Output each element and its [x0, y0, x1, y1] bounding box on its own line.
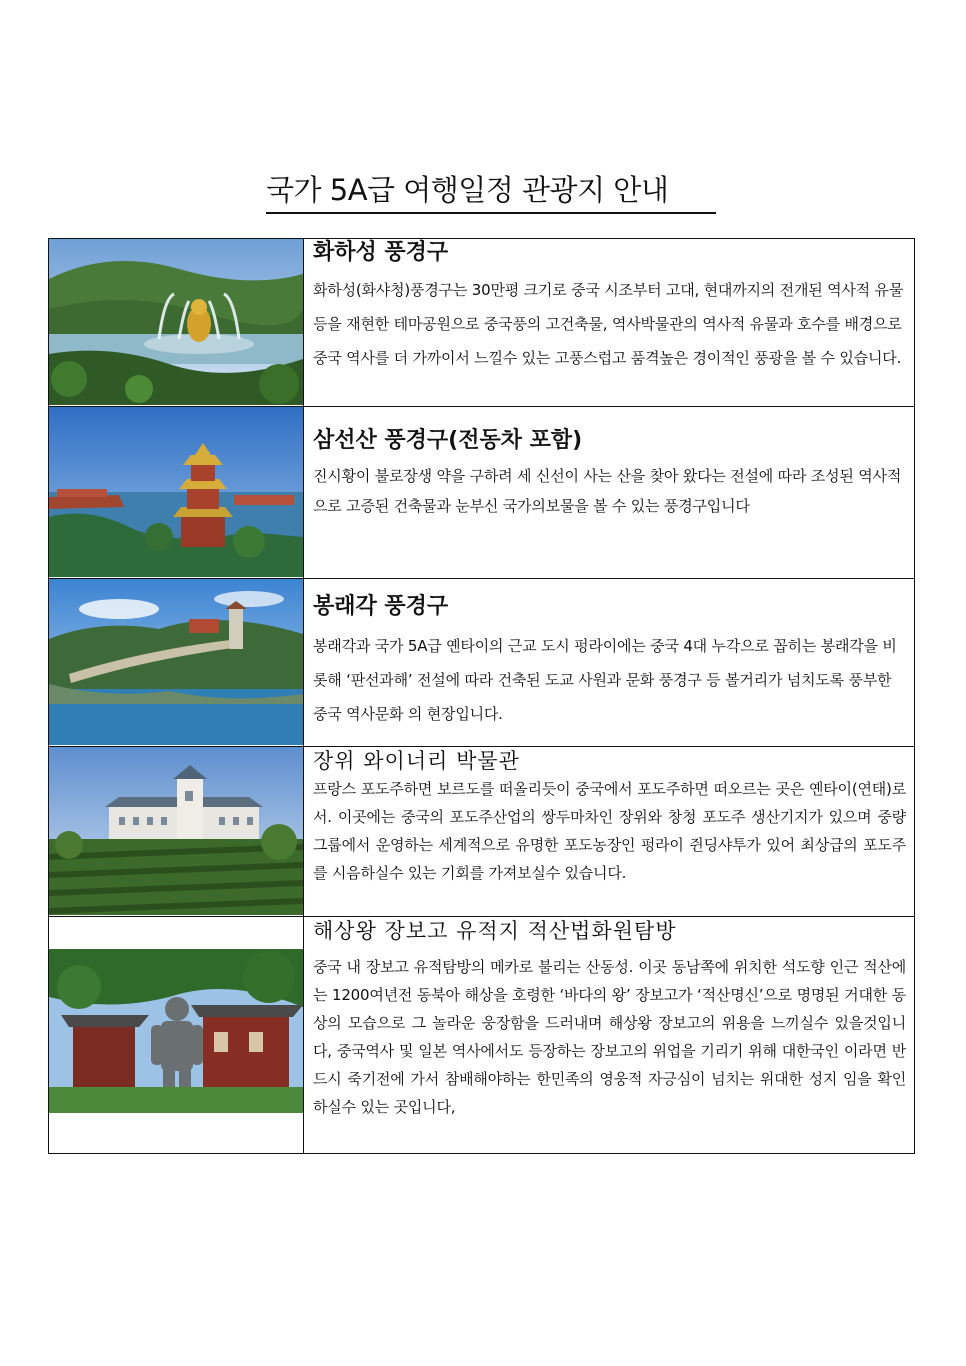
spot-name: 화하성 풍경구: [313, 240, 449, 265]
spot-name: 삼선산 풍경구(전동차 포함): [313, 428, 583, 453]
penglai-pavilion-photo: [49, 579, 303, 745]
spot-description: 프랑스 포도주하면 보르도를 떠올리듯이 중국에서 포도주하면 떠오르는 곳은 옌타이(연태)로서. 이곳에는 중국의 포도주산업의 쌍두마차인 장위와 창청 포도주 생산기지가 있으며 중량그룹에서 운영하는 세계적으로 유명한 포도농장인 펑라이 쥔딩샤투가 있어 최상급의 포도주를 시음하실수 있는 기회를 가져보실수 있습니다.: [313, 780, 906, 882]
spot-name: 해상왕 장보고 유적지 적산법화원탐방: [313, 919, 677, 943]
table-row: [49, 917, 915, 1154]
attraction-table: [48, 238, 915, 1154]
table-row: [49, 747, 915, 917]
spot-description: 진시황이 불로장생 약을 구하려 세 신선이 사는 산을 찾아 왔다는 전설에 따라 조성된 역사적으로 고증된 건축물과 눈부신 국가의보물을 볼 수 있는 풍경구입니다: [313, 467, 902, 515]
spot-description: 화하성(화샤청)풍경구는 30만평 크기로 중국 시조부터 고대, 현대까지의 전개된 역사적 유물 등을 재현한 테마공원으로 중국풍의 고건축물, 역사박물관의 역사적 유물과 호수를 배경으로 중국 역사를 더 가까이서 느낄수 있는 고풍스럽고 품격높은 경이적인 풍광을 볼 수 있습니다.: [313, 281, 904, 367]
sanxian-mountain-photo: [49, 407, 303, 577]
spot-description: 중국 내 장보고 유적탐방의 메카로 불리는 산동성. 이곳 동남쪽에 위치한 석도향 인근 적산에는 1200여년전 동북아 해상을 호령한 ‘바다의 왕’ 장보고가 ‘적산명신’으로 명명된 거대한 동상의 모습으로 그 놀라운 웅장함을 드러내며 해상왕 장보고의 위용을 느끼실수 있을것입니다, 중국역사 및 일본 역사에서도 등장하는 장보고의 위업을 기리기 위해 대한국인 이라면 반드시 죽기전에 가서 참배해야하는 한민족의 영웅적 자긍심이 넘치는 위대한 성지 임을 확인하실수 있는 곳입니다,: [313, 958, 906, 1116]
changyu-winery-photo: [49, 747, 303, 915]
table-row: [49, 239, 915, 407]
jang-bogo-statue-photo: [49, 917, 303, 1152]
table-row: [49, 579, 915, 747]
spot-name: 장위 와이너리 박물관: [313, 749, 520, 773]
page-title: 국가 5A급 여행일정 관광지 안내: [266, 170, 716, 214]
spot-name: 봉래각 풍경구: [313, 594, 449, 619]
spot-description: 봉래각과 국가 5A급 옌타이의 근교 도시 펑라이에는 중국 4대 누각으로 꼽히는 봉래각을 비롯해 ‘판선과해’ 전설에 따라 건축된 도교 사원과 문화 풍경구 등 볼거리가 넘치도록 풍부한 중국 역사문화 의 현장입니다.: [313, 637, 897, 723]
table-row: [49, 407, 915, 579]
huaxia-city-photo: [49, 239, 303, 405]
